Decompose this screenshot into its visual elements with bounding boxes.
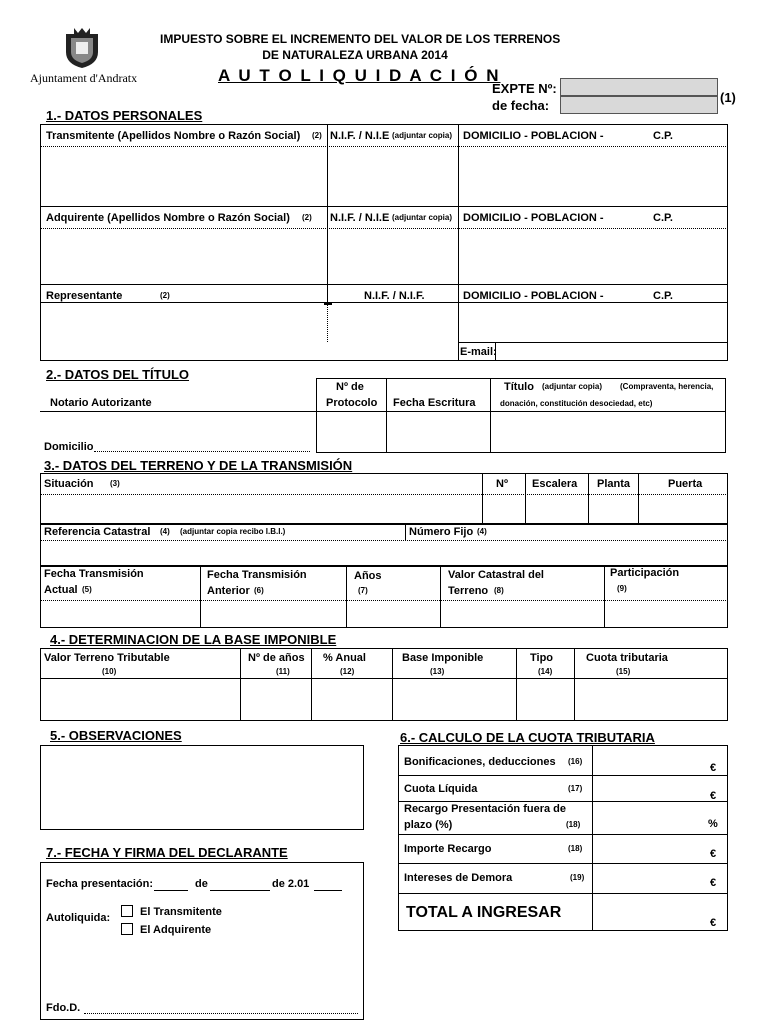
transmitente-checkbox[interactable] <box>121 905 133 917</box>
fecha-escritura-label: Fecha Escritura <box>393 397 476 409</box>
cuota-field[interactable] <box>576 680 726 719</box>
el-adquirente-label: El Adquirente <box>140 924 212 936</box>
nif-nie-label-2: N.I.F. / N.I.E <box>330 212 390 224</box>
euro-2: € <box>710 790 717 802</box>
section5-heading: 5.- OBSERVACIONES <box>50 728 182 743</box>
cuota-liquida-field[interactable] <box>594 777 704 800</box>
representante-note: (2) <box>160 291 170 300</box>
ref-catastral-field[interactable] <box>42 542 726 564</box>
section7-heading: 7.- FECHA Y FIRMA DEL DECLARANTE <box>46 845 288 860</box>
valor-terreno-note: (10) <box>102 667 117 676</box>
fecha-actual-label-2: Actual <box>44 584 78 596</box>
representante-nif-field[interactable] <box>329 304 457 340</box>
adquirente-note: (2) <box>302 213 312 222</box>
fecha-presentacion-label: Fecha presentación: <box>46 878 153 890</box>
total-field[interactable] <box>594 895 704 929</box>
cp-label-3: C.P. <box>653 290 673 302</box>
recargo-note: (18) <box>566 820 581 829</box>
intereses-note: (19) <box>570 873 585 882</box>
email-label: E-mail: <box>460 346 497 358</box>
participacion-field[interactable] <box>606 602 726 626</box>
recargo-label-1: Recargo Presentación fuera de <box>404 803 567 815</box>
base-imponible-label: Base Imponible <box>402 652 484 664</box>
euro-4: € <box>710 877 717 889</box>
anos-label: Años <box>354 570 382 582</box>
de-label: de <box>195 878 208 890</box>
numero-field[interactable] <box>484 496 524 522</box>
bonificaciones-label: Bonificaciones, deducciones <box>404 756 556 768</box>
adjuntar-copia-2: (adjuntar copia) <box>392 213 453 222</box>
cp-label-2: C.P. <box>653 212 673 224</box>
cuota-liquida-note: (17) <box>568 784 583 793</box>
valor-catastral-note: (8) <box>494 586 504 595</box>
fecha-actual-note: (5) <box>82 585 92 594</box>
fecha-day-line[interactable] <box>154 890 188 891</box>
observaciones-field[interactable] <box>40 745 364 830</box>
cuota-label: Cuota tributaria <box>586 652 668 664</box>
domicilio-label-3: DOMICILIO - POBLACION - <box>463 290 604 302</box>
fecha-escritura-field[interactable] <box>388 413 488 451</box>
situacion-field[interactable] <box>42 496 480 522</box>
municipal-crest <box>62 26 102 70</box>
titulo-ejemplos-1: (Compraventa, herencia, <box>620 382 714 391</box>
num-anos-note: (11) <box>276 667 290 676</box>
adquirente-domicilio-field[interactable] <box>460 230 726 282</box>
cuota-note: (15) <box>616 667 631 676</box>
bonificaciones-field[interactable] <box>594 747 704 774</box>
transmitente-name-field[interactable] <box>42 148 326 204</box>
base-imponible-note: (13) <box>430 667 445 676</box>
euro-5: € <box>710 917 717 929</box>
pct-anual-label: % Anual <box>323 652 366 664</box>
cp-label-1: C.P. <box>653 130 673 142</box>
ref-catastral-label: Referencia Catastral <box>44 526 151 538</box>
participacion-label: Participación <box>610 567 680 579</box>
fecha-anterior-label-2: Anterior <box>207 585 250 597</box>
protocolo-label-1: Nº de <box>336 381 364 393</box>
adquirente-nif-field[interactable] <box>329 230 457 282</box>
adjuntar-copia-1: (adjuntar copia) <box>392 131 453 140</box>
fecha-anterior-note: (6) <box>254 586 264 595</box>
valor-catastral-label-1: Valor Catastral del <box>448 569 544 581</box>
nif-nie-label-1: N.I.F. / N.I.E <box>330 130 390 142</box>
intereses-field[interactable] <box>594 865 704 892</box>
section1-heading: 1.- DATOS PERSONALES <box>46 108 203 123</box>
num-anos-label: Nº de años <box>248 652 305 664</box>
importe-recargo-field[interactable] <box>594 836 704 862</box>
importe-recargo-label: Importe Recargo <box>404 843 492 855</box>
situacion-label: Situación <box>44 478 94 490</box>
cuota-liquida-label: Cuota Líquida <box>404 783 478 795</box>
numero-fijo-note: (4) <box>477 527 487 536</box>
protocolo-field[interactable] <box>318 413 384 451</box>
section4-heading: 4.- DETERMINACION DE LA BASE IMPONIBLE <box>50 632 337 647</box>
expte-label: EXPTE Nº: <box>492 81 557 96</box>
transmitente-label: Transmitente (Apellidos Nombre o Razón Social) <box>46 130 301 142</box>
euro-1: € <box>710 762 717 774</box>
situacion-note: (3) <box>110 479 120 488</box>
bonificaciones-note: (16) <box>568 757 583 766</box>
numero-label: Nº <box>496 478 508 490</box>
titulo-field[interactable] <box>492 413 724 451</box>
anos-note: (7) <box>358 586 368 595</box>
ref-catastral-note: (4) <box>160 527 170 536</box>
recargo-field[interactable] <box>594 803 704 833</box>
fecha-anterior-field[interactable] <box>202 602 345 626</box>
adquirente-checkbox[interactable] <box>121 923 133 935</box>
pct-anual-field[interactable] <box>313 680 391 719</box>
fdo-label: Fdo.D. <box>46 1002 81 1014</box>
adquirente-label: Adquirente (Apellidos Nombre o Razón Social) <box>46 212 290 224</box>
adquirente-name-field[interactable] <box>42 230 326 282</box>
valor-terreno-field[interactable] <box>42 680 239 719</box>
euro-3: € <box>710 848 717 860</box>
num-anos-field[interactable] <box>242 680 310 719</box>
form-title-line1: IMPUESTO SOBRE EL INCREMENTO DEL VALOR DE LOS TERRENOS <box>160 32 561 46</box>
planta-field[interactable] <box>590 496 637 522</box>
escalera-field[interactable] <box>527 496 587 522</box>
pct-symbol: % <box>708 818 718 830</box>
participacion-note: (9) <box>617 584 627 593</box>
municipality-name: Ajuntament d'Andratx <box>30 71 138 85</box>
base-imponible-field[interactable] <box>394 680 515 719</box>
numero-fijo-label: Número Fijo <box>409 526 474 538</box>
form-title-line2: DE NATURALEZA URBANA 2014 <box>262 48 448 62</box>
importe-recargo-note: (18) <box>568 844 583 853</box>
domicilio-notario-label: Domicilio <box>44 441 94 453</box>
puerta-field[interactable] <box>640 496 726 522</box>
transmitente-note: (2) <box>312 131 322 140</box>
email-field[interactable] <box>497 344 726 359</box>
domicilio-label-1: DOMICILIO - POBLACION - <box>463 130 604 142</box>
fecha-anterior-label-1: Fecha Transmisión <box>207 569 307 581</box>
section2-heading: 2.- DATOS DEL TÍTULO <box>46 367 190 382</box>
fecha-actual-label-1: Fecha Transmisión <box>44 568 144 580</box>
fecha-field[interactable] <box>560 96 718 114</box>
expte-field[interactable] <box>560 78 718 96</box>
tipo-label: Tipo <box>530 652 554 664</box>
fecha-year-line[interactable] <box>314 890 342 891</box>
planta-label: Planta <box>597 478 631 490</box>
domicilio-notario-line[interactable] <box>94 451 310 452</box>
representante-domicilio-field[interactable] <box>460 304 726 340</box>
fecha-label: de fecha: <box>492 98 550 113</box>
intereses-label: Intereses de Demora <box>404 872 513 884</box>
de-year-label: de 2.01 <box>272 878 310 890</box>
tipo-field[interactable] <box>518 680 573 719</box>
titulo-adjuntar: (adjuntar copia) <box>542 382 603 391</box>
pct-anual-note: (12) <box>340 667 355 676</box>
fecha-actual-field[interactable] <box>42 602 199 626</box>
notario-field[interactable] <box>42 413 314 437</box>
nif-nif-label: N.I.F. / N.I.F. <box>364 290 425 302</box>
valor-catastral-label-2: Terreno <box>448 585 489 597</box>
recargo-label-2: plazo (%) <box>404 819 453 831</box>
transmitente-nif-field[interactable] <box>329 148 457 204</box>
puerta-label: Puerta <box>668 478 703 490</box>
representante-label: Representante <box>46 290 123 302</box>
representante-name-field[interactable] <box>42 304 326 340</box>
escalera-label: Escalera <box>532 478 578 490</box>
transmitente-domicilio-field[interactable] <box>460 148 726 204</box>
valor-terreno-label: Valor Terreno Tributable <box>44 652 170 664</box>
titulo-label: Título <box>504 381 534 393</box>
fecha-month-line[interactable] <box>210 890 270 891</box>
valor-catastral-field[interactable] <box>442 602 603 626</box>
el-transmitente-label: El Transmitente <box>140 906 222 918</box>
ref-note: (1) <box>720 90 736 105</box>
notario-label: Notario Autorizante <box>50 397 152 409</box>
section6-heading: 6.- CALCULO DE LA CUOTA TRIBUTARIA <box>400 730 655 745</box>
adjuntar-ibi: (adjuntar copia recibo I.B.I.) <box>180 527 286 536</box>
section3-heading: 3.- DATOS DEL TERRENO Y DE LA TRANSMISIÓN <box>44 458 353 473</box>
anos-field[interactable] <box>348 602 439 626</box>
autoliquidacion-title: A U T O L I Q U I D A C I Ó N <box>218 66 501 85</box>
total-label: TOTAL A INGRESAR <box>406 904 562 921</box>
domicilio-label-2: DOMICILIO - POBLACION - <box>463 212 604 224</box>
autoliquida-label: Autoliquida: <box>46 912 111 924</box>
protocolo-label-2: Protocolo <box>326 397 378 409</box>
tipo-note: (14) <box>538 667 553 676</box>
fdo-line[interactable] <box>84 1013 358 1014</box>
titulo-ejemplos-2: donación, constitución desociedad, etc) <box>500 399 653 408</box>
